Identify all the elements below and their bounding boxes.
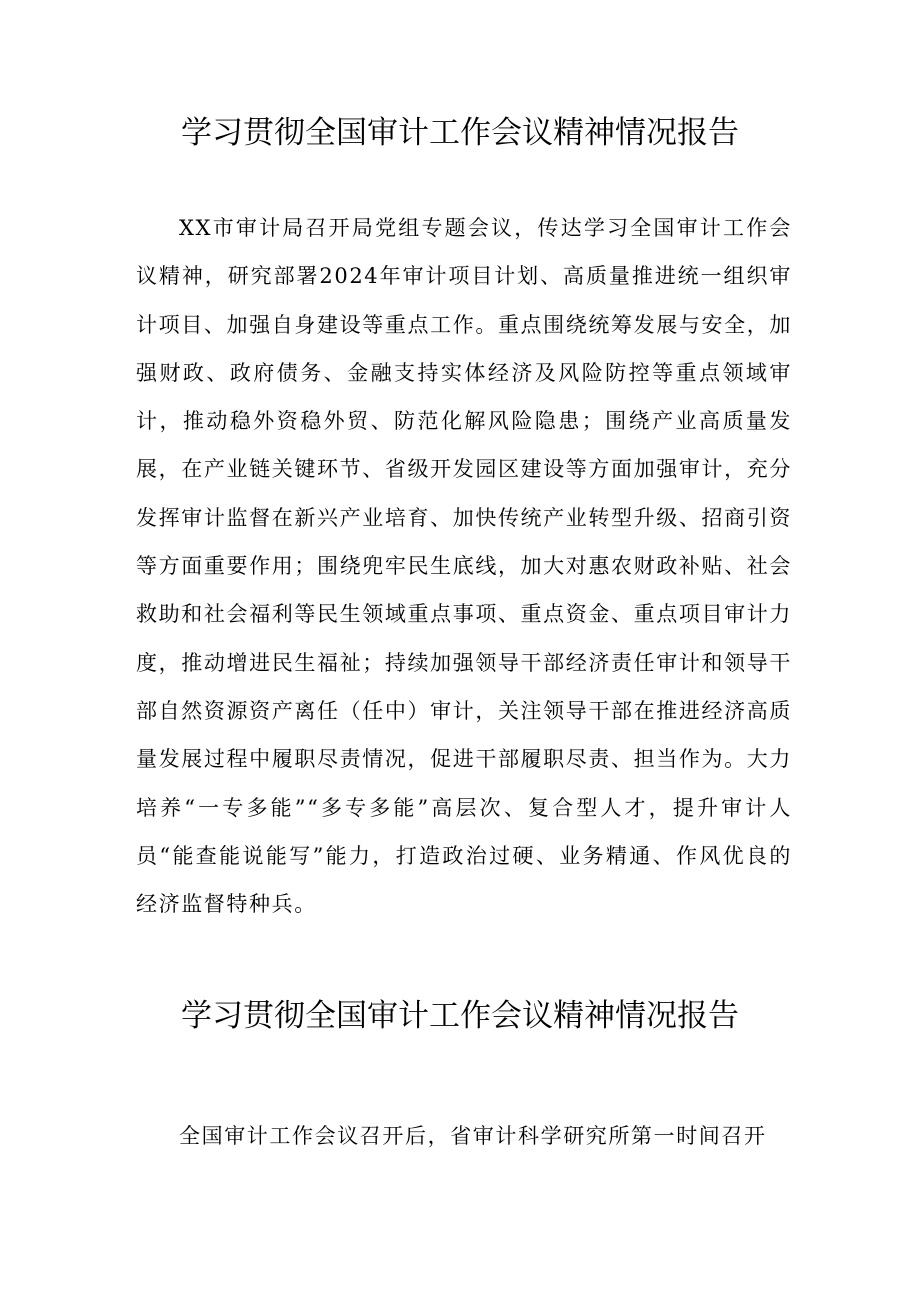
section-2-paragraph: 全国审计工作会议召开后，省审计科学研究所第一时间召开: [179, 1124, 767, 1148]
section-2-title: 学习贯彻全国审计工作会议精神情况报告: [181, 998, 739, 1034]
section-1-paragraph: XX市审计局召开局党组专题会议，传达学习全国审计工作会议精神，研究部署2024年审计项目计划、高质量推进统一组织审计项目、加强自身建设等重点工作。重点围绕统筹发展与安全，加强财政、政府债务、金融支持实体经济及风险防控等重点领域审计，推动稳外资稳外贸、防范化解风险隐患；围绕产业高质量发展，在产业链关键环节、省级开发园区建设等方面加强审计，充分发挥审计监督在新兴产业培育、加快传统产业转型升级、招商引资等方面重要作用；围绕兜牢民生底线，加大对惠农财政补贴、社会救助和社会福利等民生领域重点事项、重点资金、重点项目审计力度，推动增进民生福祉；持续加强领导干部经济责任审计和领导干部自然资源资产离任（任中）审计，关注领导干部在推进经济高质量发展过程中履职尽责情况，促进干部履职尽责、担当作为。大力培养“一专多能”“多专多能”高层次、复合型人才，提升审计人员“能查能说能写”能力，打造政治过硬、业务精通、作风优良的经济监督特种兵。: [136, 216, 792, 917]
section-1-title: 学习贯彻全国审计工作会议精神情况报告: [181, 115, 739, 151]
